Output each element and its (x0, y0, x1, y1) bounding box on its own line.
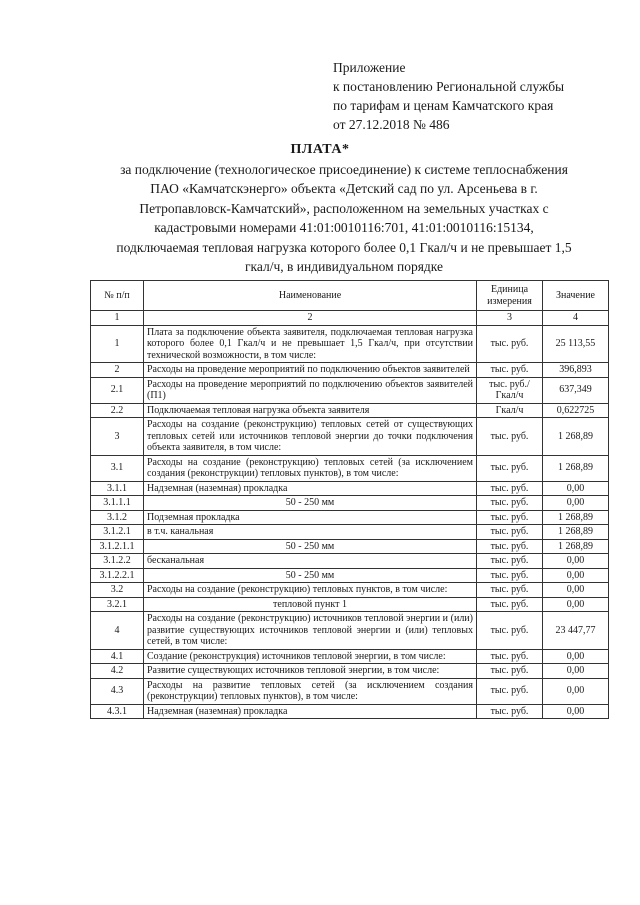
table-row (91, 554, 609, 569)
row-value: 0,00 (543, 649, 609, 664)
table-row (91, 403, 609, 418)
header-name: Наименование (144, 281, 477, 311)
table-row (91, 649, 609, 664)
row-name: Надземная (наземная) прокладка (144, 704, 477, 719)
row-name: 50 - 250 мм (144, 539, 477, 554)
row-num: 3.2.1 (91, 597, 144, 612)
row-num: 4.2 (91, 664, 144, 679)
row-num: 3.1.2.1.1 (91, 539, 144, 554)
subtitle-line: подключаемая тепловая нагрузка которого более 0,1 Гкал/ч и не превышает 1,5 (116, 239, 572, 255)
row-unit: тыс. руб. (477, 678, 543, 704)
table-row (91, 363, 609, 378)
subtitle-line: кадастровыми номерами 41:01:0010116:701, 41:01:0010116:15134, (154, 220, 534, 236)
appendix-line: Приложение (333, 60, 406, 75)
row-unit: тыс. руб. (477, 664, 543, 679)
table-row (91, 455, 609, 481)
document-title: ПЛАТА* (290, 142, 350, 157)
row-value: 0,00 (543, 481, 609, 496)
row-num: 3.1.2.2.1 (91, 568, 144, 583)
subtitle-line: гкал/ч, в индивидуальном порядке (244, 259, 444, 275)
row-unit: тыс. руб./ Гкал/ч (477, 377, 543, 403)
row-unit: тыс. руб. (477, 597, 543, 612)
table-row (91, 597, 609, 612)
subtitle-line: за подключение (технологическое присоединение) к системе теплоснабжения (120, 162, 568, 177)
row-value: 0,00 (543, 583, 609, 598)
row-name: Надземная (наземная) прокладка (144, 481, 477, 496)
row-num: 3.1.2.2 (91, 554, 144, 569)
row-num: 3.1.2 (91, 510, 144, 525)
row-value: 0,00 (543, 664, 609, 679)
row-unit: тыс. руб. (477, 649, 543, 664)
row-value: 1 268,89 (543, 525, 609, 540)
row-name: Расходы на развитие тепловых сетей (за исключением создания (реконструкции) тепловых пунктов), в том числе: (144, 678, 477, 704)
header-unit: Единица измерения (477, 281, 543, 311)
row-name: Расходы на создание (реконструкцию) тепловых пунктов, в том числе: (144, 583, 477, 598)
appendix-line: по тарифам и ценам Камчатского края (333, 98, 554, 113)
row-value: 25 113,55 (543, 325, 609, 363)
row-name: 50 - 250 мм (144, 568, 477, 583)
row-unit: тыс. руб. (477, 510, 543, 525)
row-name: Расходы на создание (реконструкцию) тепловых сетей от существующих тепловых сетей или источников тепловой энергии до точки подключения объекта заявителя, в том числе: (144, 418, 477, 456)
row-name: тепловой пункт 1 (144, 597, 477, 612)
table-row (91, 704, 609, 719)
row-unit: тыс. руб. (477, 363, 543, 378)
row-name: Плата за подключение объекта заявителя, подключаемая тепловая нагрузка которого более 0,1 Гкал/ч и не превышает 1,5 Гкал/ч, при отсутствии технической возможности, в том числе: (144, 325, 477, 363)
header-num: № п/п (91, 281, 144, 311)
row-num: 2.2 (91, 403, 144, 418)
row-unit: тыс. руб. (477, 554, 543, 569)
row-name: Развитие существующих источников тепловой энергии, в том числе: (144, 664, 477, 679)
row-num: 4.3 (91, 678, 144, 704)
row-num: 1 (91, 325, 144, 363)
row-num: 3.1.2.1 (91, 525, 144, 540)
colnum-cell: 1 (91, 311, 144, 326)
row-value: 0,00 (543, 568, 609, 583)
row-unit: тыс. руб. (477, 455, 543, 481)
appendix-line: от 27.12.2018 № 486 (333, 117, 450, 132)
row-unit: тыс. руб. (477, 325, 543, 363)
row-value: 0,00 (543, 597, 609, 612)
document-subtitle (75, 160, 613, 276)
table-row (91, 539, 609, 554)
row-unit: тыс. руб. (477, 481, 543, 496)
table-colnum-row (91, 311, 609, 326)
table-row (91, 612, 609, 650)
table-row (91, 481, 609, 496)
table-row (91, 418, 609, 456)
row-num: 3.1 (91, 455, 144, 481)
row-value: 0,622725 (543, 403, 609, 418)
row-value: 0,00 (543, 496, 609, 511)
row-unit: тыс. руб. (477, 612, 543, 650)
row-name: Создание (реконструкция) источников тепловой энергии, в том числе: (144, 649, 477, 664)
row-name: 50 - 250 мм (144, 496, 477, 511)
colnum-cell: 3 (477, 311, 543, 326)
row-name: Подключаемая тепловая нагрузка объекта заявителя (144, 403, 477, 418)
row-name: в т.ч. канальная (144, 525, 477, 540)
row-value: 0,00 (543, 704, 609, 719)
table-row (91, 377, 609, 403)
row-name: Расходы на создание (реконструкцию) тепловых сетей (за исключением создания (реконструкции) тепловых пунктов), в том числе: (144, 455, 477, 481)
row-value: 1 268,89 (543, 418, 609, 456)
row-unit: тыс. руб. (477, 496, 543, 511)
row-value: 396,893 (543, 363, 609, 378)
row-num: 3.1.1 (91, 481, 144, 496)
appendix-line: к постановлению Региональной службы (333, 79, 565, 94)
table-row (91, 664, 609, 679)
table-row (91, 568, 609, 583)
row-name: Расходы на проведение мероприятий по подключению объектов заявителей (144, 363, 477, 378)
row-num: 2 (91, 363, 144, 378)
row-value: 1 268,89 (543, 539, 609, 554)
appendix-block (333, 58, 564, 134)
row-num: 4.3.1 (91, 704, 144, 719)
table-row (91, 525, 609, 540)
table-body (91, 325, 609, 719)
row-num: 4.1 (91, 649, 144, 664)
row-num: 3 (91, 418, 144, 456)
table-header-row (91, 281, 609, 311)
row-num: 3.2 (91, 583, 144, 598)
subtitle-line: ПАО «Камчатскэнерго» объекта «Детский сад по ул. Арсеньева в г. (150, 181, 538, 197)
row-value: 637,349 (543, 377, 609, 403)
row-unit: тыс. руб. (477, 583, 543, 598)
table-row (91, 583, 609, 598)
table-row (91, 678, 609, 704)
fee-table (90, 280, 609, 719)
row-unit: тыс. руб. (477, 539, 543, 554)
row-unit: тыс. руб. (477, 568, 543, 583)
row-value: 0,00 (543, 554, 609, 569)
row-value: 1 268,89 (543, 455, 609, 481)
colnum-cell: 2 (144, 311, 477, 326)
row-unit: тыс. руб. (477, 418, 543, 456)
table-row (91, 325, 609, 363)
row-num: 4 (91, 612, 144, 650)
row-value: 23 447,77 (543, 612, 609, 650)
table-row (91, 510, 609, 525)
row-unit: Гкал/ч (477, 403, 543, 418)
row-value: 0,00 (543, 678, 609, 704)
row-unit: тыс. руб. (477, 704, 543, 719)
row-name: бесканальная (144, 554, 477, 569)
row-name: Расходы на создание (реконструкцию) источников тепловой энергии и (или) развитие существующих источников тепловой энергии и (или) тепловых сетей, в том числе: (144, 612, 477, 650)
row-name: Подземная прокладка (144, 510, 477, 525)
row-name: Расходы на проведение мероприятий по подключению объектов заявителей (П1) (144, 377, 477, 403)
row-num: 2.1 (91, 377, 144, 403)
header-value: Значение (543, 281, 609, 311)
row-value: 1 268,89 (543, 510, 609, 525)
table-row (91, 496, 609, 511)
colnum-cell: 4 (543, 311, 609, 326)
row-unit: тыс. руб. (477, 525, 543, 540)
row-num: 3.1.1.1 (91, 496, 144, 511)
subtitle-line: Петропавловск-Камчатский», расположенном на земельных участках с (139, 200, 549, 216)
